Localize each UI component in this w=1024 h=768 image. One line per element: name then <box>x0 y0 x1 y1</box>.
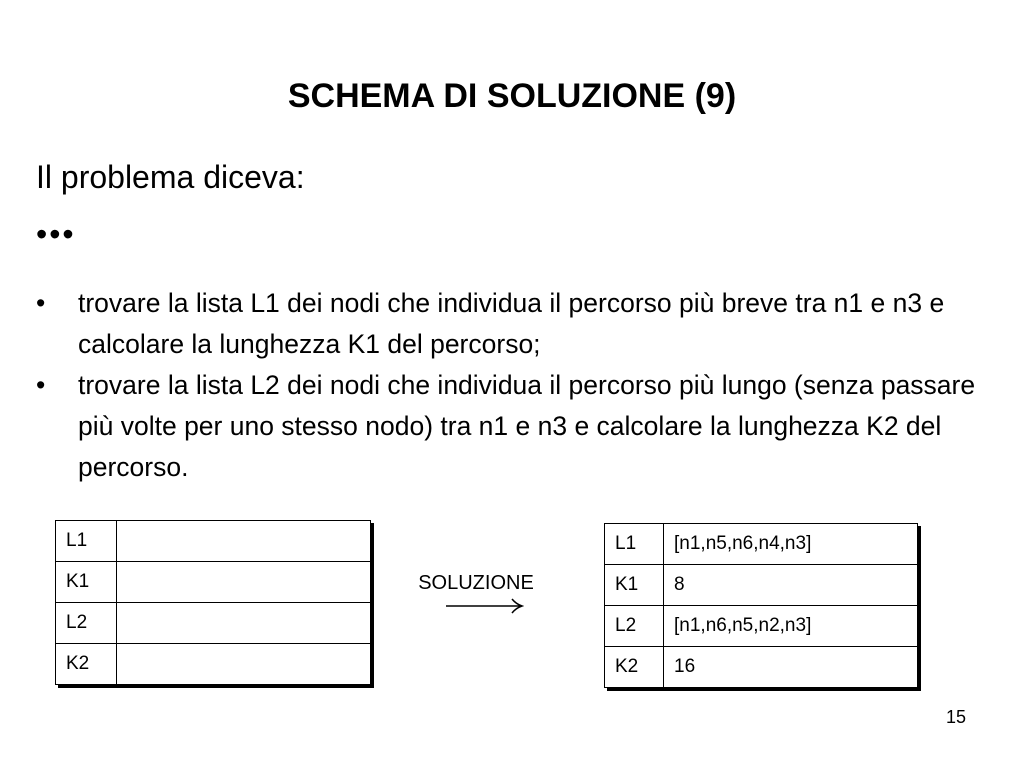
table-key-cell: K2 <box>56 644 117 685</box>
table-value-cell <box>117 521 371 562</box>
slide-title: SCHEMA DI SOLUZIONE (9) <box>287 77 737 115</box>
intro-text: Il problema diceva: <box>36 159 305 195</box>
table-value-cell: [n1,n5,n6,n4,n3] <box>664 524 918 565</box>
solution-label: SOLUZIONE <box>418 572 534 594</box>
empty-table <box>55 520 371 685</box>
table-row <box>605 606 918 647</box>
table-row <box>605 647 918 688</box>
bullet-dot: • <box>36 288 46 318</box>
solution-table <box>604 523 918 688</box>
table-key-cell: L1 <box>56 521 117 562</box>
table-row <box>56 521 371 562</box>
table-value-cell <box>117 644 371 685</box>
table-value-cell <box>117 603 371 644</box>
page-number: 15 <box>945 707 966 727</box>
table-key-cell: L2 <box>56 603 117 644</box>
table-key-cell: K1 <box>605 565 664 606</box>
table-row <box>56 603 371 644</box>
table-key-cell: L1 <box>605 524 664 565</box>
table-row <box>56 562 371 603</box>
ellipsis-text: ••• <box>36 216 76 252</box>
bullet-item <box>36 365 996 488</box>
bullet-dot: • <box>36 370 46 400</box>
table-key-cell: L2 <box>605 606 664 647</box>
bullet-item <box>36 283 996 365</box>
table-value-cell: 16 <box>664 647 918 688</box>
table-row <box>605 565 918 606</box>
bullet-text: trovare la lista L2 dei nodi che individua il percorso più lungo (senza passare più volte per uno stesso nodo) tra n1 e n3 e calcolare la lunghezza K2 del percorso. <box>78 370 976 482</box>
table-value-cell: 8 <box>664 565 918 606</box>
bullet-list <box>36 283 996 488</box>
table-key-cell: K2 <box>605 647 664 688</box>
table-key-cell: K1 <box>56 562 117 603</box>
table-value-cell: [n1,n6,n5,n2,n3] <box>664 606 918 647</box>
long-right-arrow-icon <box>444 594 524 618</box>
table-value-cell <box>117 562 371 603</box>
table-row <box>605 524 918 565</box>
bullet-text: trovare la lista L1 dei nodi che individua il percorso più breve tra n1 e n3 e calcolare la lunghezza K1 del percorso; <box>78 288 945 359</box>
table-row <box>56 644 371 685</box>
